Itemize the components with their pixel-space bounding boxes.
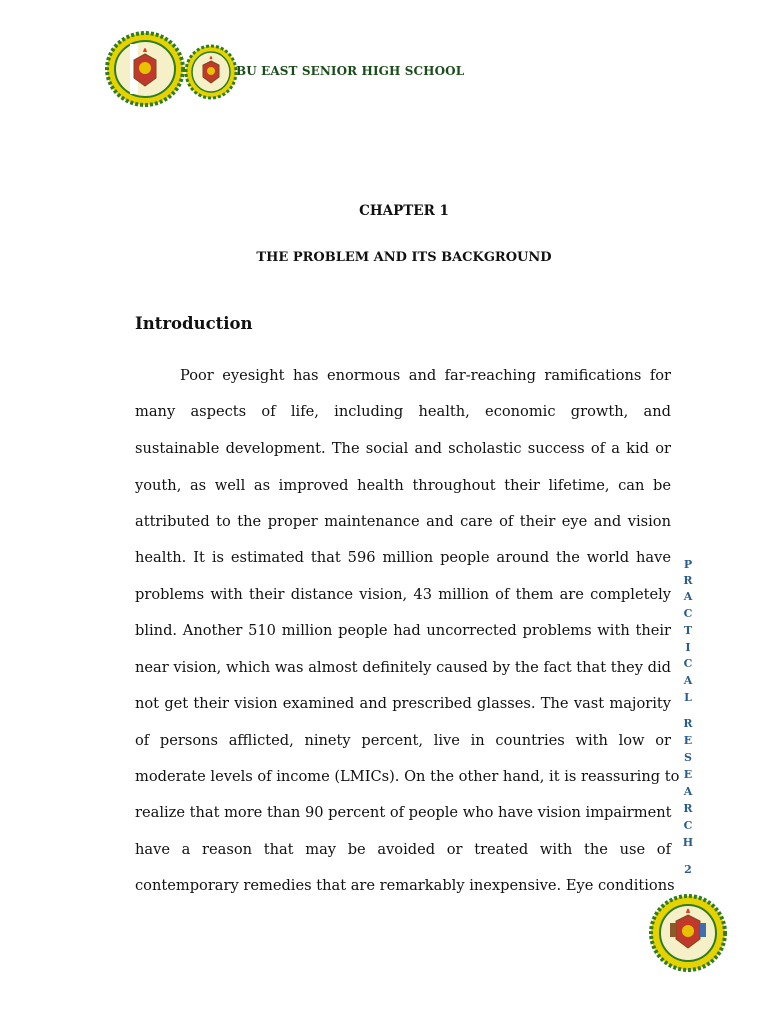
side-label-letter: C: [683, 819, 693, 832]
paragraph-line: contemporary remedies that are remarkably inexpensive. Eye conditions: [135, 877, 675, 894]
section-heading: Introduction: [135, 314, 253, 333]
school-seal-logo-footer: [648, 893, 728, 973]
paragraph-line: blind. Another 510 million people had uncorrected problems with their: [135, 622, 671, 639]
side-label-letter: 2: [684, 863, 692, 876]
paragraph-line: moderate levels of income (LMICs). On the other hand, it is reassuring to: [135, 768, 680, 785]
paragraph-line: attributed to the proper maintenance and care of their eye and vision: [135, 513, 671, 530]
school-name-header: BU EAST SENIOR HIGH SCHOOL: [236, 64, 465, 78]
paragraph-line: not get their vision examined and prescribed glasses. The vast majority: [135, 695, 671, 712]
side-label-letter: A: [683, 590, 693, 603]
side-label-letter: L: [684, 691, 692, 704]
school-seal-logo-large: [104, 30, 186, 108]
paragraph-line: realize that more than 90 percent of people who have vision impairment: [135, 804, 672, 821]
paragraph-line: Poor eyesight has enormous and far-reaching ramifications for: [180, 367, 671, 384]
side-label-letter: P: [683, 558, 693, 571]
school-seal-logo-small: [184, 44, 238, 100]
side-label-letter: H: [682, 836, 694, 849]
side-label-letter: R: [683, 802, 693, 815]
side-label-letter: A: [683, 674, 693, 687]
side-label-letter: C: [683, 657, 693, 670]
side-label-letter: E: [683, 734, 693, 747]
side-label-letter: A: [683, 785, 693, 798]
side-label-letter: E: [683, 768, 693, 781]
paragraph-line: youth, as well as improved health throughout their lifetime, can be: [135, 477, 671, 494]
side-label-letter: R: [683, 574, 693, 587]
side-label-letter: T: [683, 624, 693, 637]
paragraph-line: many aspects of life, including health, economic growth, and: [135, 403, 671, 420]
paragraph-line: near vision, which was almost definitely caused by the fact that they did: [135, 659, 671, 676]
side-label-letter: C: [683, 607, 693, 620]
paragraph-line: have a reason that may be avoided or treated with the use of: [135, 841, 671, 858]
side-label-letter: S: [684, 751, 692, 764]
paragraph-line: problems with their distance vision, 43 million of them are completely: [135, 586, 671, 603]
side-label-letter: I: [685, 641, 691, 654]
paragraph-line: of persons afflicted, ninety percent, live in countries with low or: [135, 732, 671, 749]
paragraph-line: health. It is estimated that 596 million people around the world have: [135, 549, 671, 566]
chapter-number: CHAPTER 1: [359, 203, 449, 219]
side-label-letter: R: [683, 717, 693, 730]
paragraph-line: sustainable development. The social and scholastic success of a kid or: [135, 440, 671, 457]
chapter-title: THE PROBLEM AND ITS BACKGROUND: [256, 250, 552, 265]
